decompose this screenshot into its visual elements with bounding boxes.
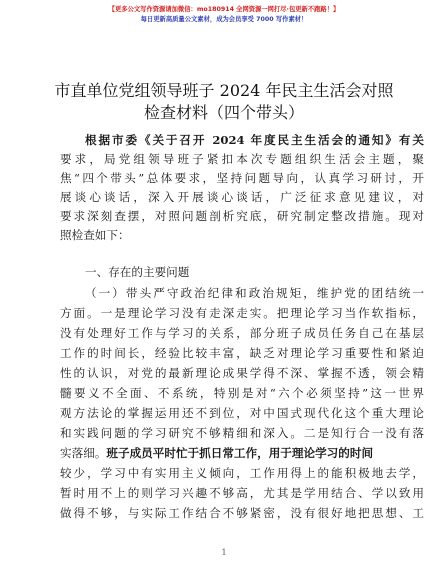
section-heading: 一、存在的主要问题 xyxy=(85,265,190,279)
body-line: 照检查如下： xyxy=(60,228,130,242)
body-line: （一）带头严守政治纪律和政治规矩，维护党的团结统一 xyxy=(85,286,424,300)
body-line: 没有处理好工作与学习的关系，部分班子成员任务自己在基层 xyxy=(60,326,424,340)
document-title-line-2: 检查材料（四个带头） xyxy=(143,103,304,122)
body-line: 展谈心谈话，深入开展谈心谈话，广泛征求意见建议，对 xyxy=(60,190,424,204)
body-line: 方面。一是理论学习没有走深走实。把理论学习当作软指标， xyxy=(60,306,424,320)
body-line: 观方法论的掌握运用还不到位，对中国式现代化这个重大理论 xyxy=(60,406,424,420)
body-line-mixed xyxy=(60,446,424,461)
body-line: 和实践问题的学习研究不够精细和深入。二是知行合一没有落 xyxy=(60,426,424,440)
body-line: 根据市委《关于召开 2024 年度民主生活会的通知》有关 xyxy=(85,133,424,147)
body-line: 焦“四个带头”总体要求，坚持问题导向，认真学习研讨，开 xyxy=(60,171,424,185)
body-line: 暂时用不上的则学习兴趣不够高，尤其是学用结合、学以致用 xyxy=(60,486,424,500)
body-text-bold: 班子成员平时忙于抓日常工作，用于理论学习的时间 xyxy=(106,446,374,460)
document-title-line-1: 市直单位党组领导班子 2024 年民主生活会对照 xyxy=(54,81,394,100)
body-line: 要求，局党组领导班子紧扣本次专题组织生活会主题，聚 xyxy=(60,152,424,166)
promo-banner-line-1: 【更多公文写作资源请加微信：mo180914 全网资源一网打尽·包更新不跑路！】 xyxy=(108,6,340,13)
body-line: 髓要义不全面、不系统，特别是对“六个必须坚持”这一世界 xyxy=(60,386,424,400)
body-line: 性的认识，对党的最新理论成果学得不深、掌握不透，领会精 xyxy=(60,366,424,380)
body-line: 较少，学习中有实用主义倾向，工作用得上的能积极地去学， xyxy=(60,466,424,480)
body-line: 要求深刻查摆，对照问题剖析究底，研究制定整改措施。现对 xyxy=(60,209,424,223)
promo-banner-line-2: 每日更新高质量公文素材，成为会员享受 7000 写作素材！ xyxy=(140,16,308,23)
page-number: 1 xyxy=(221,548,227,557)
body-line: 工作的时间长，经验比较丰富，缺乏对理论学习重要性和紧迫 xyxy=(60,346,424,360)
body-line: 做得不够，与实际工作结合不够紧密，没有很好地把思想、工 xyxy=(60,506,424,520)
body-text: 实落细。 xyxy=(60,446,107,460)
